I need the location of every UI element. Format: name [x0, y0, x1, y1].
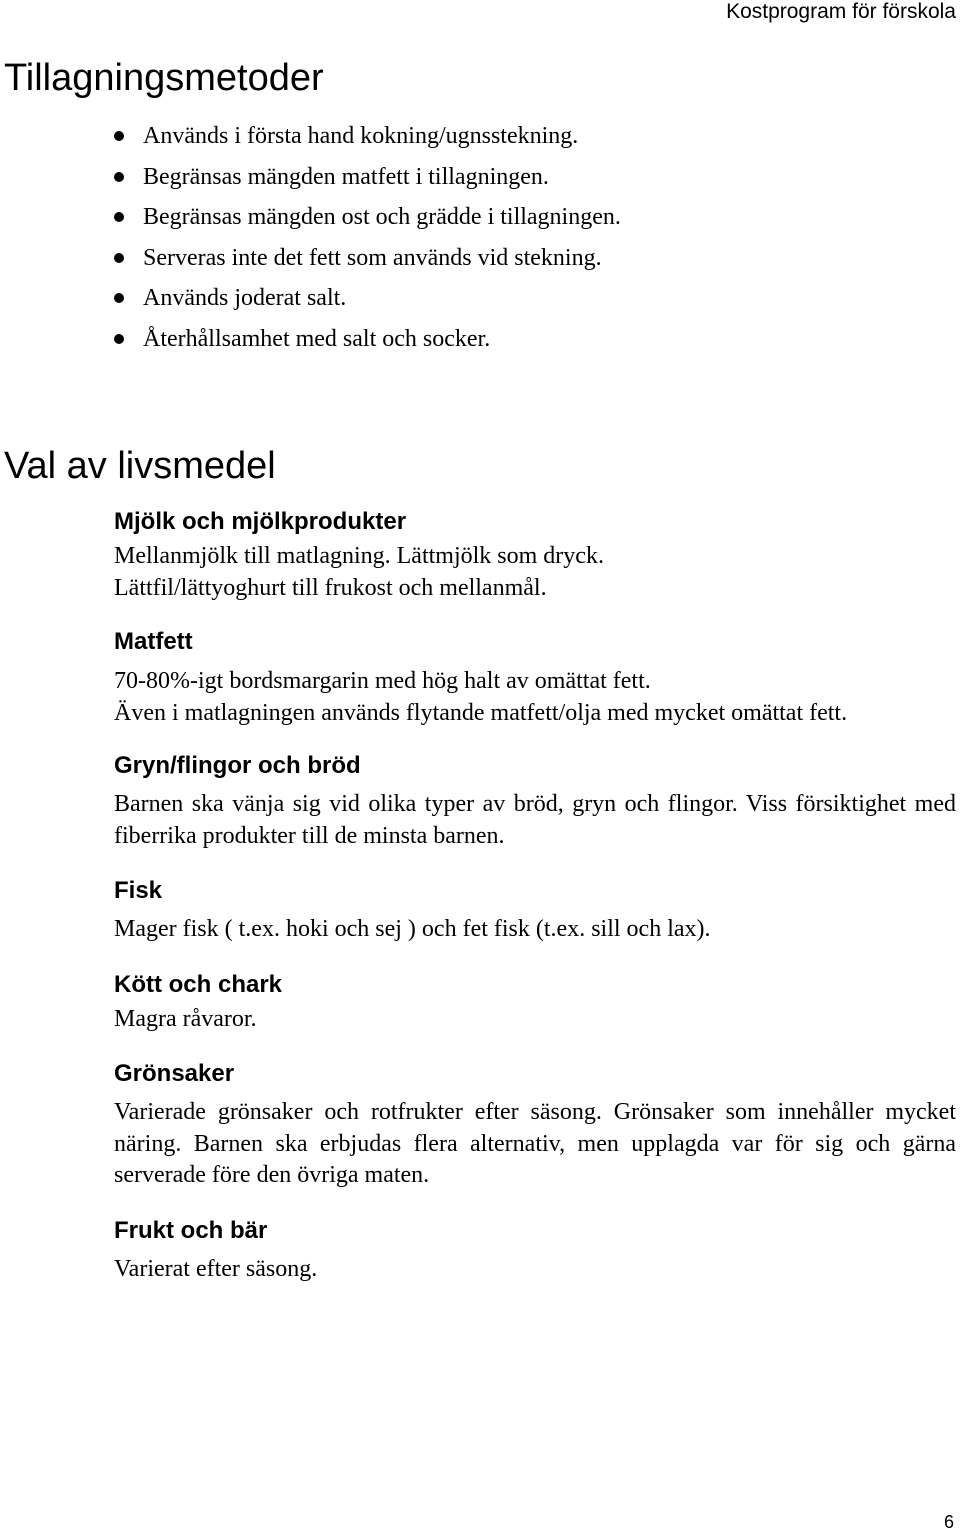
paragraph-mjolk-1: Mellanmjölk till matlagning. Lättmjölk som dryck. [114, 543, 604, 569]
running-header: Kostprogram för förskola [726, 0, 956, 23]
paragraph-frukt: Varierat efter säsong. [114, 1255, 318, 1282]
paragraph-matfett-2: Även i matlagningen används flytande matfett/olja med mycket omättat fett. [114, 699, 848, 726]
cooking-methods-list [112, 118, 621, 361]
section-title-val-av-livsmedel: Val av livsmedel [4, 445, 276, 487]
subheading-gronsaker: Grönsaker [114, 1060, 235, 1087]
paragraph-kott: Magra råvaror. [114, 1005, 257, 1032]
list-item [112, 159, 621, 200]
subheading-gryn: Gryn/flingor och bröd [114, 752, 361, 779]
paragraph-fisk: Mager fisk ( t.ex. hoki och sej ) och fet fisk (t.ex. sill och lax). [114, 916, 711, 942]
list-item-text: Serveras inte det fett som används vid stekning. [143, 244, 602, 271]
subheading-mjolk: Mjölk och mjölkprodukter [114, 508, 407, 535]
list-item-text: Används i första hand kokning/ugnsstekning. [143, 123, 579, 149]
bullet-icon [114, 253, 124, 263]
food-choice-content [114, 507, 956, 1285]
bullet-icon [114, 334, 124, 344]
page-number: 6 [943, 1512, 954, 1532]
list-item-text: Återhållsamhet med salt och socker. [143, 325, 491, 352]
bullet-icon [114, 293, 124, 303]
list-item-text: Begränsas mängden matfett i tillagningen. [143, 163, 549, 190]
paragraph-gronsaker: Varierade grönsaker och rotfrukter efter säsong. Grönsaker som innehåller mycket näring. Barnen ska erbjudas flera alternativ, men upplagda var för sig och gärna serverade före den övriga maten. [114, 1099, 956, 1188]
subheading-fisk: Fisk [114, 877, 163, 904]
list-item [112, 240, 621, 281]
paragraph-matfett-1: 70-80%-igt bordsmargarin med hög halt av omättat fett. [114, 668, 651, 694]
section-title-tillagningsmetoder: Tillagningsmetoder [4, 57, 324, 99]
bullet-icon [114, 172, 124, 182]
list-item [112, 321, 621, 362]
list-item-text: Begränsas mängden ost och grädde i tillagningen. [143, 204, 621, 230]
subheading-kott: Kött och chark [114, 970, 283, 998]
paragraph-mjolk-2: Lättfil/lättyoghurt till frukost och mellanmål. [114, 574, 547, 601]
subheading-matfett: Matfett [114, 628, 193, 655]
bullet-icon [114, 131, 124, 141]
paragraph-gryn: Barnen ska vänja sig vid olika typer av bröd, gryn och flingor. Viss försiktighet med fiberrika produkter till de minsta barnen. [114, 791, 956, 849]
list-item [112, 118, 621, 159]
subheading-frukt: Frukt och bär [114, 1216, 268, 1244]
bullet-icon [114, 212, 124, 222]
list-item [112, 199, 621, 240]
list-item-text: Används joderat salt. [143, 285, 347, 311]
list-item [112, 280, 621, 321]
